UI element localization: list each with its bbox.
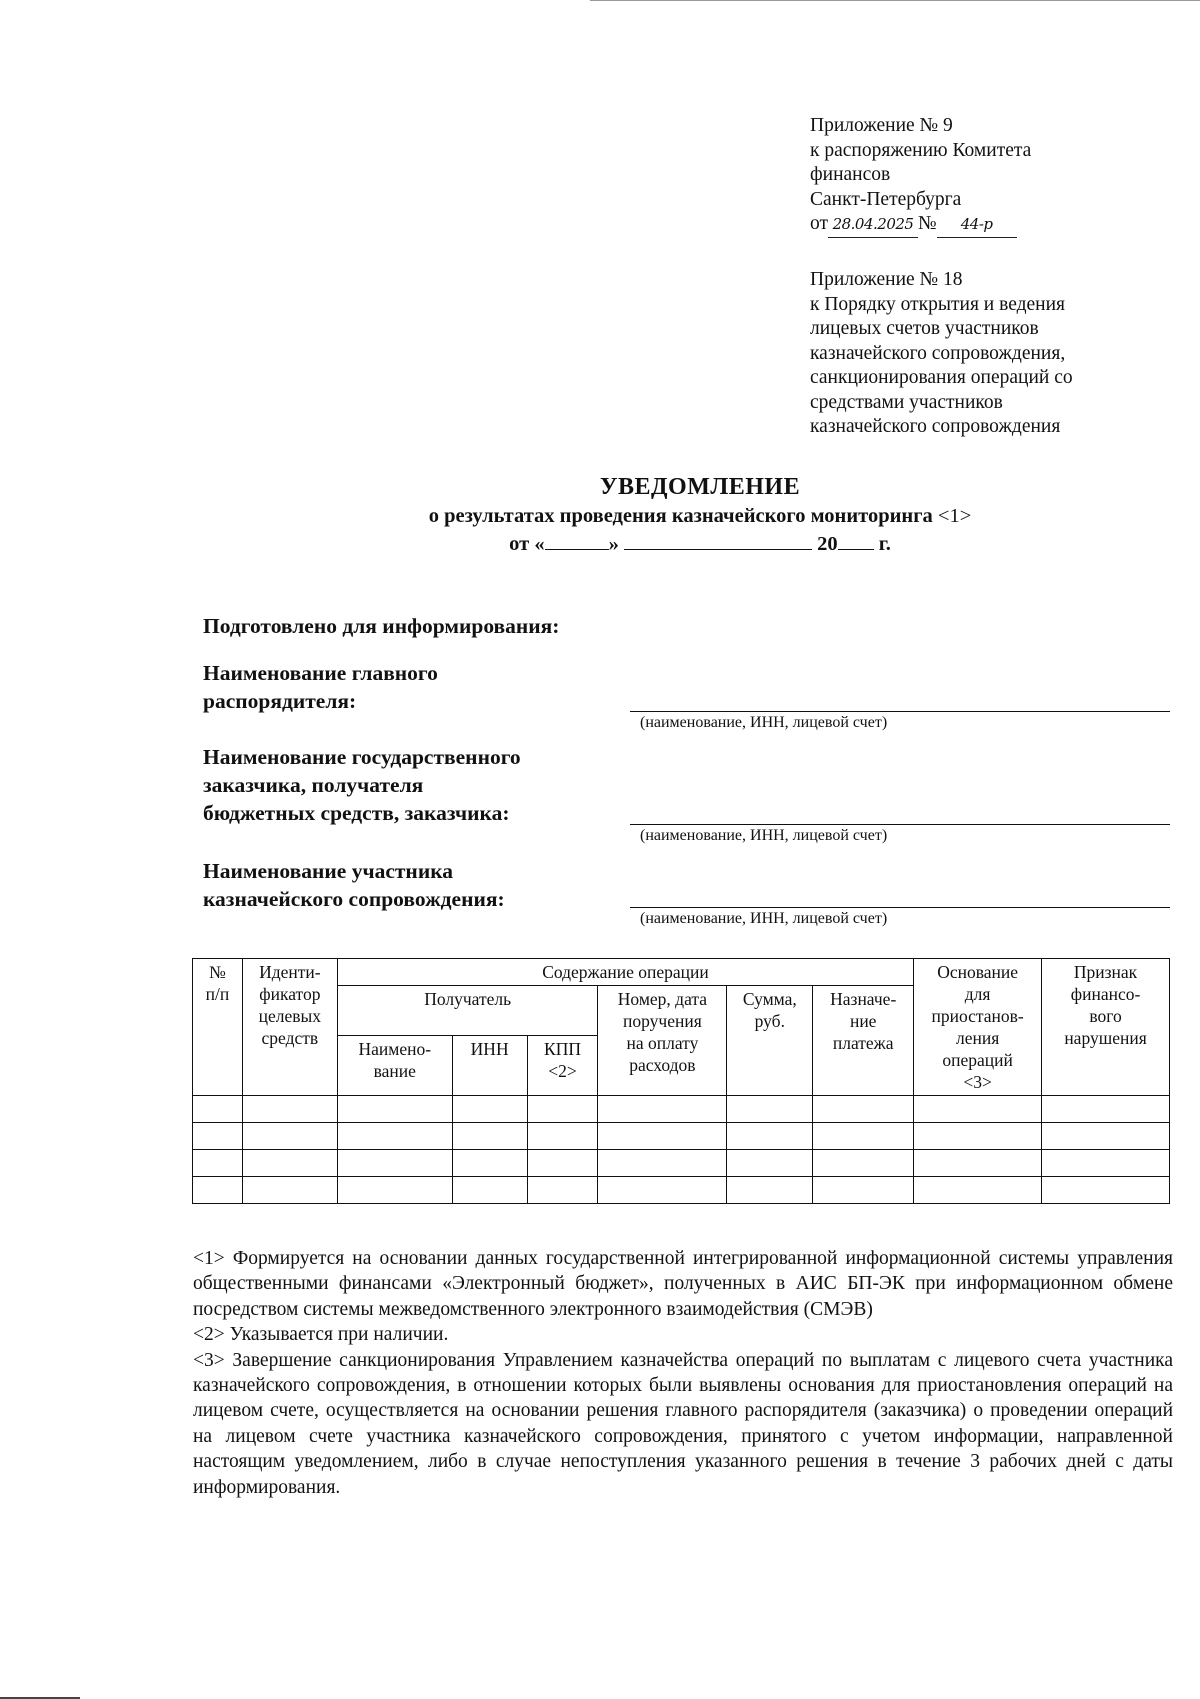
table-cell[interactable] (193, 1096, 243, 1123)
year-blank (838, 531, 874, 550)
attachment-line: Санкт-Петербурга (810, 188, 962, 210)
header-text: п/п (205, 984, 230, 1004)
table-cell[interactable] (193, 1150, 243, 1177)
table-cell[interactable] (813, 1096, 914, 1123)
operations-table (192, 958, 1170, 1204)
label-line: Наименование главного (203, 661, 438, 685)
table-cell[interactable] (527, 1123, 598, 1150)
customer-fill-line[interactable] (630, 824, 1170, 826)
footnote-3: <3> Завершение санкционирования Управлением казначейства операций по выплатам с лицевого счета участника казначейского сопровождения, в отношении которых были выявлены основания для приостановления операций на лицевом счете, осуществляется на основании решения главного распорядителя (заказчика) о проведении операций на лицевом счете участника казначейского сопровождения, принятого с учетом информации, направленной настоящим уведомлением, либо в случае непоступления указанного решения в течение 3 рабочих дней с даты информирования. (193, 1349, 1173, 1498)
attachment-line: средствами участников (810, 391, 1003, 413)
table-cell[interactable] (727, 1177, 813, 1204)
label-line: казначейского сопровождения: (203, 887, 505, 911)
table-cell[interactable] (598, 1177, 727, 1204)
header-text: <2> (548, 1061, 577, 1082)
date-from-label: от « (509, 533, 545, 555)
subtitle-text: о результатах проведения казначейского мониторинга (428, 505, 933, 527)
table-cell[interactable] (337, 1096, 452, 1123)
attachment-line: Приложение № 9 (810, 115, 953, 136)
attachment-line: к Порядку открытия и ведения (810, 293, 1066, 315)
table-cell[interactable] (914, 1123, 1042, 1150)
table-cell[interactable] (1042, 1150, 1170, 1177)
table-cell[interactable] (242, 1123, 337, 1150)
table-cell[interactable] (452, 1096, 527, 1123)
table-cell[interactable] (527, 1150, 598, 1177)
year-suffix: г. (878, 533, 891, 555)
attachment-9-block (810, 114, 1031, 238)
header-cell-recipient: Получатель (337, 986, 598, 1036)
scan-edge-top (590, 0, 1200, 1)
header-text: руб. (754, 1011, 785, 1031)
label-line: Наименование участника (203, 859, 454, 883)
main-manager-fill-line[interactable] (630, 711, 1170, 713)
header-text: целевых (258, 1006, 322, 1026)
number-prefix: № (918, 213, 937, 234)
header-text: платежа (832, 1033, 894, 1053)
table-cell[interactable] (1042, 1096, 1170, 1123)
table-cell[interactable] (598, 1150, 727, 1177)
main-manager-caption: (наименование, ИНН, лицевой счет) (640, 714, 888, 731)
header-text: Основание (937, 962, 1019, 982)
header-cell-violation-sign (1042, 959, 1170, 1096)
footnotes (193, 1246, 1173, 1500)
table-cell[interactable] (914, 1177, 1042, 1204)
table-row (193, 1150, 1170, 1177)
handwritten-number: 44-р (937, 212, 1017, 238)
header-text: на оплату (626, 1033, 699, 1053)
table-row (193, 1096, 1170, 1123)
header-cell-basis (914, 959, 1042, 1096)
date-quote-close: » (608, 533, 619, 555)
header-text: нарушения (1064, 1028, 1147, 1048)
table-cell[interactable] (193, 1177, 243, 1204)
header-text: <3> (963, 1072, 992, 1092)
header-text: финансо- (1070, 984, 1141, 1004)
header-cell-recipient-name (337, 1036, 452, 1096)
table-cell[interactable] (337, 1150, 452, 1177)
table-cell[interactable] (727, 1096, 813, 1123)
table-cell[interactable] (337, 1123, 452, 1150)
attachment-line: санкционирования операций со (810, 367, 1073, 388)
month-blank (624, 531, 812, 550)
table-row (193, 1177, 1170, 1204)
table-row (193, 1123, 1170, 1150)
table-cell[interactable] (727, 1150, 813, 1177)
header-cell-inn: ИНН (452, 1036, 527, 1096)
table-cell[interactable] (598, 1123, 727, 1150)
table-cell[interactable] (813, 1177, 914, 1204)
table-cell[interactable] (1042, 1123, 1170, 1150)
document-subtitle (300, 502, 1100, 530)
header-cell-order (598, 986, 727, 1096)
table-cell[interactable] (727, 1123, 813, 1150)
handwritten-date: 28.04.2025 (828, 212, 918, 238)
attachment-line: казначейского сопровождения, (810, 342, 1066, 364)
header-cell-operation-content: Содержание операции (337, 959, 913, 986)
attachment-line: Приложение № 18 (810, 269, 963, 290)
header-text: фикатор (259, 984, 321, 1004)
header-text: вого (1089, 1006, 1122, 1026)
table-header-row (193, 959, 1170, 986)
label-line: Наименование государственного (203, 745, 521, 769)
prepared-for-heading: Подготовлено для информирования: (203, 614, 560, 638)
label-line: заказчика, получателя (203, 773, 424, 797)
header-text: приостанов- (931, 1006, 1024, 1026)
attachment-18-block (810, 268, 1073, 440)
table-cell[interactable] (914, 1096, 1042, 1123)
header-text: поручения (623, 1011, 702, 1031)
label-line: бюджетных средств, заказчика: (203, 801, 510, 825)
header-text: Назначе- (830, 989, 897, 1009)
header-text: Иденти- (259, 962, 321, 982)
header-text: КПП (544, 1039, 581, 1060)
header-cell-purpose (813, 986, 914, 1096)
footnote-2: <2> Указывается при наличии. (193, 1324, 449, 1346)
header-text: средств (261, 1028, 319, 1048)
header-text: расходов (629, 1055, 696, 1075)
table-cell[interactable] (914, 1150, 1042, 1177)
table-cell[interactable] (527, 1096, 598, 1123)
year-prefix: 20 (817, 533, 838, 555)
header-text: для (964, 984, 991, 1004)
customer-label (203, 743, 521, 827)
header-cell-identifier (242, 959, 337, 1096)
header-text: Номер, дата (617, 989, 708, 1009)
attachment-line: к распоряжению Комитета (810, 139, 1032, 161)
table-cell[interactable] (452, 1150, 527, 1177)
table-cell[interactable] (813, 1150, 914, 1177)
day-blank (545, 531, 609, 550)
header-text: вание (373, 1061, 416, 1082)
table-cell[interactable] (452, 1177, 527, 1204)
footnote-1: <1> Формируется на основании данных государственной интегрированной информационной системы управления общественными финансами «Электронный бюджет», полученных в АИС БП-ЭК при информационном обмене посредством системы межведомственного электронного взаимодействия (СМЭВ) (193, 1248, 1173, 1320)
participant-fill-line[interactable] (630, 907, 1170, 909)
date-prefix: от (810, 213, 829, 234)
footnote-ref-1: <1> (937, 505, 972, 527)
attachment-line: лицевых счетов участников (810, 318, 1039, 339)
header-text: операций (942, 1050, 1013, 1070)
participant-label (203, 857, 505, 913)
participant-caption: (наименование, ИНН, лицевой счет) (640, 910, 888, 927)
document-title: УВЕДОМЛЕНИЕ (599, 474, 801, 500)
order-date-number-line (810, 212, 1031, 238)
header-text: № (209, 962, 226, 982)
main-manager-label (203, 659, 438, 715)
table-cell[interactable] (193, 1123, 243, 1150)
document-header (300, 472, 1100, 558)
table-cell[interactable] (242, 1150, 337, 1177)
notice-date-row (300, 530, 1100, 558)
table-cell[interactable] (813, 1123, 914, 1150)
table-cell[interactable] (242, 1177, 337, 1204)
table-cell[interactable] (452, 1123, 527, 1150)
table-cell[interactable] (337, 1177, 452, 1204)
attachment-line: казначейского сопровождения (810, 416, 1061, 437)
header-cell-sum (727, 986, 813, 1096)
table-cell[interactable] (242, 1096, 337, 1123)
header-text: ние (849, 1011, 877, 1031)
header-cell-number (193, 959, 243, 1096)
customer-caption: (наименование, ИНН, лицевой счет) (640, 827, 888, 844)
table-cell[interactable] (527, 1177, 598, 1204)
header-text: Сумма, (742, 989, 797, 1009)
attachment-line: финансов (810, 164, 891, 185)
header-text: ления (955, 1028, 1000, 1048)
table-cell[interactable] (1042, 1177, 1170, 1204)
table-cell[interactable] (598, 1096, 727, 1123)
header-cell-kpp (527, 1036, 598, 1096)
header-text: Признак (1073, 962, 1138, 982)
header-text: Наимено- (358, 1039, 432, 1060)
label-line: распорядителя: (203, 689, 357, 713)
